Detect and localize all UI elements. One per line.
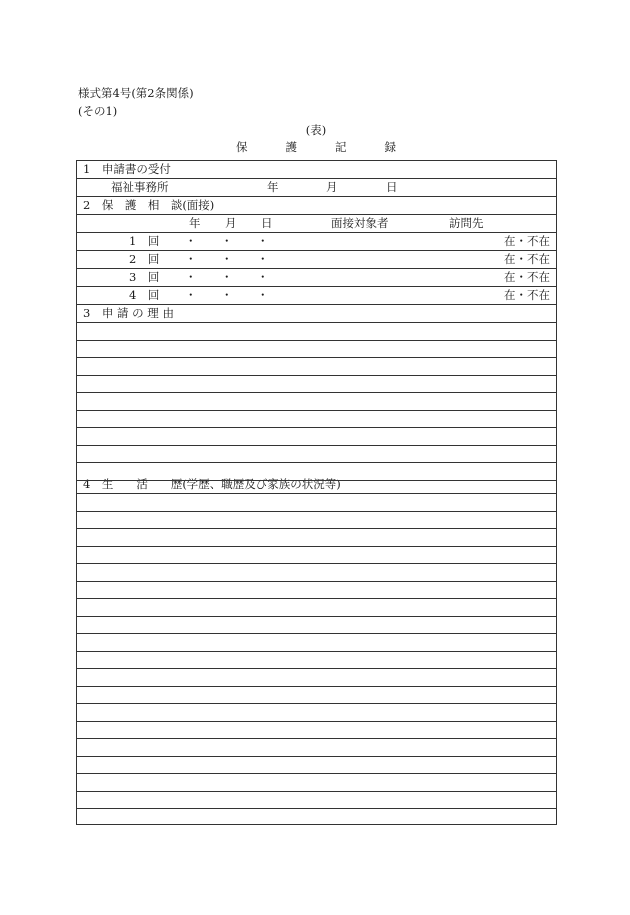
date-separator: ・ bbox=[257, 252, 269, 266]
writing-line bbox=[77, 480, 556, 481]
section-history-label: 4 生 活 歴(学歴、職歴及び家族の状況等) bbox=[83, 477, 341, 491]
writing-line bbox=[77, 511, 556, 512]
date-separator: ・ bbox=[185, 270, 197, 284]
writing-line bbox=[77, 616, 556, 617]
date-separator: ・ bbox=[185, 252, 197, 266]
interview-month-header: 月 bbox=[225, 216, 237, 230]
presence-status[interactable]: 在・不在 bbox=[504, 288, 550, 302]
interview-person-header: 面接対象者 bbox=[331, 216, 389, 230]
interview-visit-header: 訪問先 bbox=[449, 216, 484, 230]
writing-line bbox=[77, 392, 556, 393]
section-interview-header bbox=[77, 197, 556, 214]
writing-line bbox=[77, 546, 556, 547]
interview-year-header: 年 bbox=[189, 216, 201, 230]
interview-row-label: 4 回 bbox=[129, 288, 160, 302]
writing-line bbox=[77, 808, 556, 809]
presence-status[interactable]: 在・不在 bbox=[504, 270, 550, 284]
office-label: 福祉事務所 bbox=[111, 180, 169, 194]
interview-row[interactable] bbox=[77, 251, 556, 268]
section-reason-label: 3 申 請 の 理 由 bbox=[83, 306, 174, 320]
writing-line bbox=[77, 410, 556, 411]
section-receipt-label: 1 申請書の受付 bbox=[83, 162, 171, 176]
writing-line bbox=[77, 528, 556, 529]
writing-line bbox=[77, 703, 556, 704]
writing-line bbox=[77, 668, 556, 669]
writing-line bbox=[77, 357, 556, 358]
interview-row-label: 1 回 bbox=[129, 234, 160, 248]
interview-column-header bbox=[77, 215, 556, 232]
writing-line bbox=[77, 340, 556, 341]
form-part: (その1) bbox=[78, 104, 118, 118]
writing-line bbox=[77, 686, 556, 687]
writing-line bbox=[77, 738, 556, 739]
receipt-row[interactable] bbox=[77, 179, 556, 196]
receipt-year-label: 年 bbox=[267, 180, 279, 194]
date-separator: ・ bbox=[221, 288, 233, 302]
form-side: (表) bbox=[305, 123, 327, 137]
writing-line bbox=[77, 791, 556, 792]
writing-line bbox=[77, 427, 556, 428]
presence-status[interactable]: 在・不在 bbox=[504, 234, 550, 248]
date-separator: ・ bbox=[185, 234, 197, 248]
section-receipt-header bbox=[77, 161, 556, 178]
writing-line bbox=[77, 721, 556, 722]
interview-row-label: 2 回 bbox=[129, 252, 160, 266]
form-number: 様式第4号(第2条関係) bbox=[78, 86, 194, 100]
writing-line bbox=[77, 462, 556, 463]
date-separator: ・ bbox=[185, 288, 197, 302]
writing-line bbox=[77, 756, 556, 757]
section-reason-header bbox=[77, 305, 556, 322]
writing-line bbox=[77, 445, 556, 446]
writing-line bbox=[77, 633, 556, 634]
interview-row-label: 3 回 bbox=[129, 270, 160, 284]
date-separator: ・ bbox=[257, 270, 269, 284]
date-separator: ・ bbox=[221, 270, 233, 284]
date-separator: ・ bbox=[221, 234, 233, 248]
presence-status[interactable]: 在・不在 bbox=[504, 252, 550, 266]
interview-row[interactable] bbox=[77, 233, 556, 250]
writing-line bbox=[77, 598, 556, 599]
section-interview-label: 2 保 護 相 談(面接) bbox=[83, 198, 215, 212]
writing-line bbox=[77, 773, 556, 774]
interview-day-header: 日 bbox=[261, 216, 273, 230]
title-char: 記 bbox=[335, 140, 347, 154]
date-separator: ・ bbox=[257, 288, 269, 302]
title-char: 録 bbox=[384, 140, 396, 154]
title-char: 保 bbox=[236, 140, 248, 154]
interview-row[interactable] bbox=[77, 269, 556, 286]
writing-line bbox=[77, 651, 556, 652]
writing-line bbox=[77, 581, 556, 582]
writing-line bbox=[77, 375, 556, 376]
date-separator: ・ bbox=[257, 234, 269, 248]
record-form bbox=[76, 160, 557, 825]
title-char: 護 bbox=[285, 140, 297, 154]
interview-row[interactable] bbox=[77, 287, 556, 304]
receipt-day-label: 日 bbox=[386, 180, 398, 194]
receipt-month-label: 月 bbox=[326, 180, 338, 194]
writing-line bbox=[77, 563, 556, 564]
date-separator: ・ bbox=[221, 252, 233, 266]
form-title bbox=[236, 140, 396, 154]
